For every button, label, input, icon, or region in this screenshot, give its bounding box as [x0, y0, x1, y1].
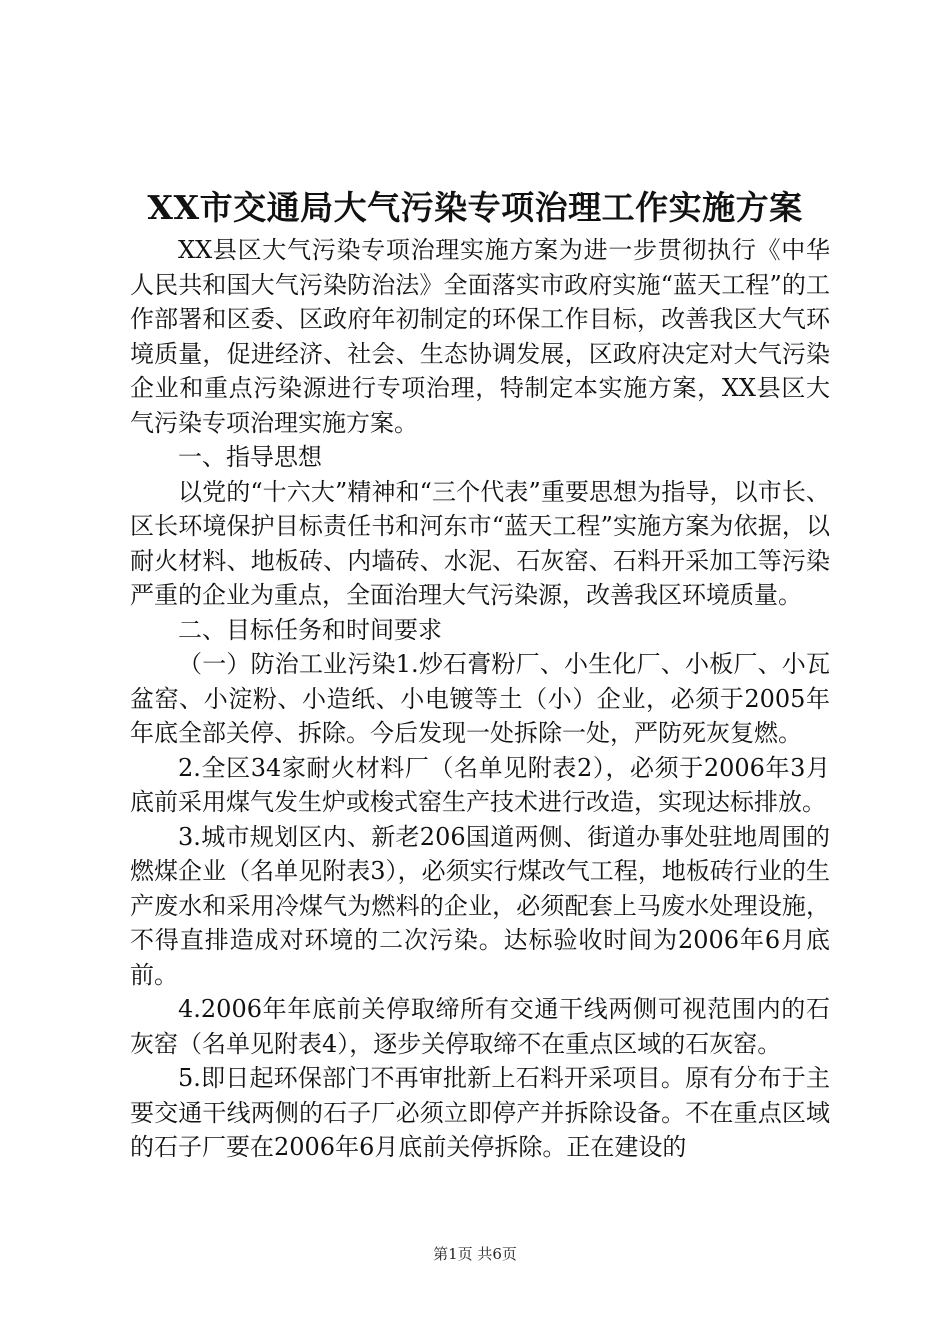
item-3-paragraph: 3.城市规划区内、新老206国道两侧、街道办事处驻地周围的燃煤企业（名单见附表3），必须实行煤改气工程，地板砖行业的生产废水和采用冷煤气为燃料的企业，必须配套上马废水处理设施，不得直排造成对环境的二次污染。达标验收时间为2006年6月底前。 — [130, 822, 830, 989]
item-2-paragraph: 2.全区34家耐火材料厂（名单见附表2），必须于2006年3月底前采用煤气发生炉或梭式窑生产技术进行改造，实现达标排放。 — [130, 753, 830, 816]
document-title: XX市交通局大气污染专项治理工作实施方案 — [147, 188, 803, 227]
item-1-paragraph: （一）防治工业污染1.炒石膏粉厂、小生化厂、小板厂、小瓦盆窑、小淀粉、小造纸、小电镀等土（小）企业，必须于2005年年底全部关停、拆除。今后发现一处拆除一处，严防死灰复燃。 — [130, 650, 830, 747]
section-heading-guiding-thought: 一、指导思想 — [178, 443, 322, 471]
section-heading-goals: 二、目标任务和时间要求 — [178, 615, 442, 644]
document-body — [130, 233, 830, 1165]
item-5-paragraph: 5.即日起环保部门不再审批新上石料开采项目。原有分布于主要交通干线两侧的石子厂必须立即停产并拆除设备。不在重点区域的石子厂要在2006年6月底前关停拆除。正在建设的 — [130, 1064, 830, 1161]
intro-paragraph: XX县区大气污染专项治理实施方案为进一步贯彻执行《中华人民共和国大气污染防治法》全面落实市政府实施“蓝天工程”的工作部署和区委、区政府年初制定的环保工作目标，改善我区大气环境质量，促进经济、社会、生态协调发展，区政府决定对大气污染企业和重点污染源进行专项治理，特制定本实施方案，XX县区大气污染专项治理实施方案。 — [130, 236, 830, 437]
guiding-thought-paragraph: 以党的“十六大”精神和“三个代表”重要思想为指导，以市长、区长环境保护目标责任书和河东市“蓝天工程”实施方案为依据，以耐火材料、地板砖、内墙砖、水泥、石灰窑、石料开采加工等污染严重的企业为重点，全面治理大气污染源，改善我区环境质量。 — [130, 477, 830, 609]
page-number-footer: 第1页 共6页 — [433, 1245, 517, 1263]
item-4-paragraph: 4.2006年年底前关停取缔所有交通干线两侧可视范围内的石灰窑（名单见附表4），逐步关停取缔不在重点区域的石灰窑。 — [130, 995, 830, 1058]
